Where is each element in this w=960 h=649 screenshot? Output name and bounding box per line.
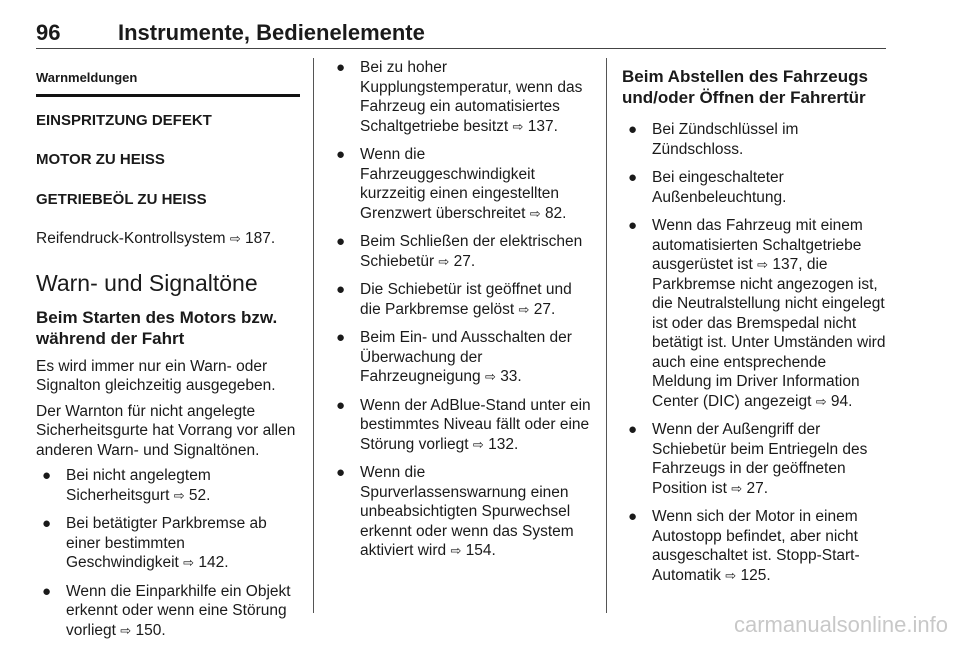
page-reference-link[interactable] [757,256,802,273]
bullet-list [622,120,888,585]
reference-arrow-icon: ⇨ [183,555,195,570]
reference-page: 52. [188,486,211,504]
list-item-text: Bei Zündschlüssel im Zündschloss. [652,121,799,158]
list-item-text: Bei betätigter Parkbremse ab einer bestimmten Geschwindigkeit [66,515,267,571]
column-separator-2 [606,58,607,613]
list-item [330,396,592,455]
page-reference-link[interactable] [816,393,853,410]
page-reference-link[interactable] [120,622,165,639]
list-item-text: Beim Ein- und Ausschalten der Überwachung der Fahrzeugneigung [360,329,572,385]
reference-arrow-icon: ⇨ [757,257,769,272]
list-item [622,507,888,585]
reference-page: 137, [772,256,803,273]
page-reference-link[interactable] [174,487,211,504]
reference-arrow-icon: ⇨ [725,567,737,583]
list-item [36,582,300,641]
list-item [330,280,592,319]
paragraph: Der Warnton für nicht angelegte Sicherheitsgurte hat Vorrang vor allen anderen Warn- und Signaltönen. [36,402,296,459]
list-item [330,328,592,387]
list-item [330,463,592,561]
page-reference-link[interactable] [725,567,770,584]
page-reference-link[interactable] [450,542,495,559]
list-item-text: die Parkbremse nicht angezogen ist, die Neutralstellung nicht eingelegt ist oder das Bremspedal nicht betätigt ist. Unter Umständen wird auch eine entsprechende Meldung im Driver Information Center (DIC) angezeigt [652,256,886,410]
reference-page: 125. [740,566,771,584]
list-item-text: Wenn der AdBlue-Stand unter ein bestimmtes Niveau fällt oder eine Störung vorliegt [360,396,591,453]
bullet-icon: ● [336,146,346,163]
bullet-list [330,58,592,561]
section-rule [36,94,300,97]
reference-page: 94. [830,392,853,410]
list-item [330,145,592,223]
page-reference-link[interactable] [731,480,768,497]
bullet-icon: ● [628,217,638,234]
header-rule [36,48,886,49]
list-item [622,168,888,207]
warning-message: EINSPRITZUNG DEFEKT [36,111,212,129]
column-2 [330,58,592,570]
bullet-list [36,466,300,640]
reference-page: 154. [465,542,496,559]
subsection-heading: Beim Abstellen des Fahrzeugs und/oder Öffnen der Fahrertür [622,67,868,107]
list-item-text: Wenn der Außengriff der Schiebetür beim Entriegeln des Fahrzeugs in der geöffneten Position ist [652,421,868,497]
reference-arrow-icon: ⇨ [512,118,524,134]
reference-arrow-icon: ⇨ [731,480,743,496]
bullet-icon: ● [628,508,638,525]
reference-arrow-icon: ⇨ [438,253,450,269]
list-item-text: Wenn das Fahrzeug mit einem automatisierten Schaltgetriebe ausgerüstet ist [652,217,863,273]
page-header [36,0,886,50]
warning-message: GETRIEBEÖL ZU HEISS [36,190,207,208]
list-item-text: Beim Schließen der elektrischen Schiebetür [360,233,583,270]
list-item [330,232,592,271]
bullet-icon: ● [42,515,52,532]
list-item [330,58,592,136]
bullet-icon: ● [336,464,346,481]
reference-page: 27. [533,300,556,318]
page-reference-link[interactable] [473,436,518,453]
list-item-text: Bei nicht angelegtem Sicherheitsgurt [66,467,211,504]
page-reference-link[interactable] [530,205,567,222]
reference-page: 82. [544,204,567,222]
list-item [622,216,888,411]
page-reference-link[interactable] [519,301,556,318]
bullet-icon: ● [42,582,52,600]
bullet-icon: ● [42,467,52,484]
page-number: 96 [36,20,61,45]
page-title: Instrumente, Bedienelemente [118,20,425,45]
bullet-icon: ● [628,421,638,438]
bullet-icon: ● [336,59,346,76]
reference-page: 33. [500,368,522,385]
reference-arrow-icon: ⇨ [173,487,185,503]
reference-arrow-icon: ⇨ [529,205,541,221]
reference-arrow-icon: ⇨ [450,543,462,558]
bullet-icon: ● [336,396,346,414]
list-item [36,514,300,573]
reference-page: 27. [453,252,476,270]
column-1 [36,58,300,649]
column-3 [622,58,888,594]
list-item [36,466,300,505]
page-reference-link[interactable] [438,253,475,270]
bullet-icon: ● [336,329,346,346]
reference-arrow-icon: ⇨ [120,622,132,638]
page-reference-link[interactable] [230,230,275,247]
page-reference-link[interactable] [183,554,228,571]
paragraph: Es wird immer nur ein Warn- oder Signalton gleichzeitig ausgegeben. [36,357,276,394]
reference-arrow-icon: ⇨ [518,301,530,317]
section-label: Warnmeldungen [36,70,138,85]
section-heading: Warn- und Signaltöne [36,269,258,296]
list-item-text: Bei zu hoher Kupplungstemperatur, wenn das Fahrzeug ein automatisiertes Schaltgetriebe besitzt [360,59,583,135]
column-separator-1 [313,58,314,613]
reference-arrow-icon: ⇨ [229,231,241,246]
page-reference-link[interactable] [485,368,522,385]
reference-page: 187. [245,230,276,247]
list-item [622,120,888,159]
reference-page: 150. [135,621,166,639]
reference-page: 137. [527,117,558,135]
warning-message: MOTOR ZU HEISS [36,151,165,168]
tire-pressure-line [36,229,300,249]
list-item-text: Wenn die Fahrzeuggeschwindigkeit kurzzeitig einen eingestellten Grenzwert überschreitet [360,146,560,222]
bullet-icon: ● [628,121,638,138]
reference-page: 132. [488,435,519,453]
subsection-heading: Beim Starten des Motors bzw. während der Fahrt [36,307,278,348]
reference-arrow-icon: ⇨ [472,436,484,452]
reference-arrow-icon: ⇨ [815,393,827,409]
page-reference-link[interactable] [513,118,558,135]
reference-arrow-icon: ⇨ [484,369,496,384]
tire-pressure-text: Reifendruck-Kontrollsystem [36,230,226,247]
list-item-text: Wenn die Spurverlassenswarnung einen unbeabsichtigten Spurwechsel erkennt oder wenn das System aktiviert wird [360,464,574,559]
list-item-text: Die Schiebetür ist geöffnet und die Parkbremse gelöst [360,281,572,318]
list-item-text: Bei eingeschalteter Außenbeleuchtung. [652,169,787,206]
reference-page: 27. [746,479,769,497]
bullet-icon: ● [628,169,638,186]
bullet-icon: ● [336,233,346,250]
watermark: carmanualsonline.info [733,612,948,637]
bullet-icon: ● [336,281,346,298]
list-item [622,420,888,498]
reference-page: 142. [198,554,229,571]
list-item-text: Wenn sich der Motor in einem Autostopp befindet, aber nicht ausgeschaltet ist. Stopp-Start-Automatik [652,508,860,584]
list-item-text: Wenn die Einparkhilfe ein Objekt erkennt oder wenn eine Störung vorliegt [66,582,291,639]
